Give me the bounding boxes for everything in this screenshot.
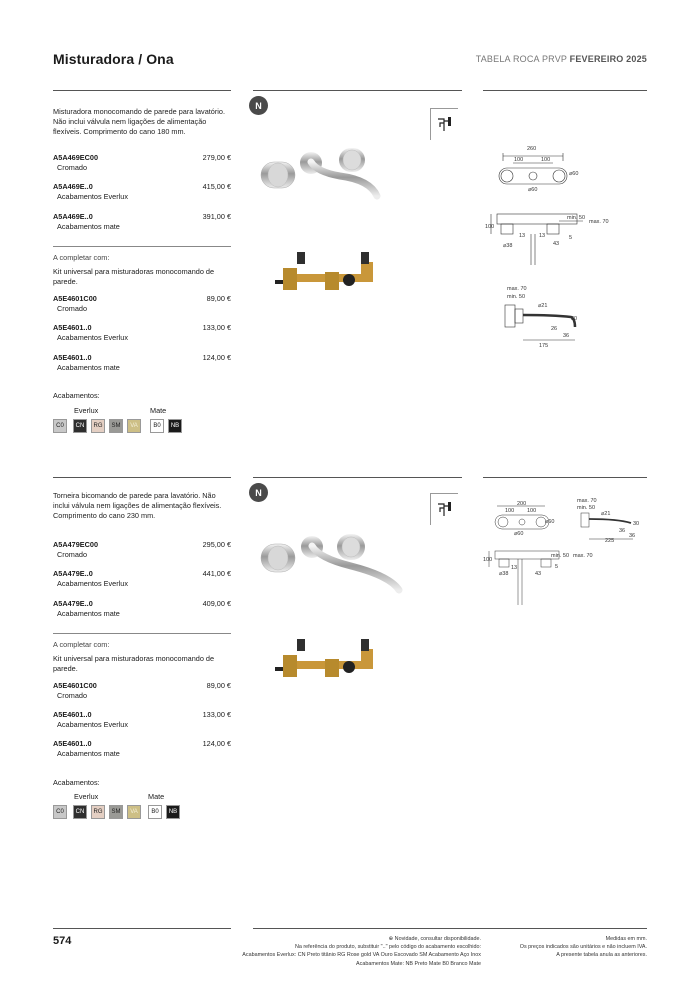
product-finish: Acabamentos Everlux <box>57 720 128 729</box>
finish-swatch: C0 <box>53 419 67 433</box>
product-finish: Acabamentos mate <box>57 222 120 231</box>
dim-label: 200 <box>517 501 527 507</box>
finish-swatch: SM <box>109 419 123 433</box>
finish-swatch: RG <box>91 805 105 819</box>
product-code: A5A469E..0 <box>53 212 93 221</box>
dim-label: 43 <box>535 571 542 577</box>
dim-label: min. 50 <box>567 215 586 221</box>
product-code: A5A479EC00 <box>53 540 99 549</box>
product-finish: Acabamentos mate <box>57 363 120 372</box>
dim-label: 225 <box>605 538 615 544</box>
footer-legal <box>520 935 647 960</box>
divider <box>53 633 231 634</box>
product-price: 391,00 € <box>202 212 231 221</box>
product-price: 124,00 € <box>202 739 231 748</box>
dim-label: 30 <box>633 521 640 527</box>
product-finish: Cromado <box>57 550 88 559</box>
dim-label: 13 <box>539 233 546 239</box>
product-code: A5E4601C00 <box>53 681 97 690</box>
rule <box>483 90 647 91</box>
finish-group-mate: Mate <box>150 406 167 415</box>
finish-swatch: SM <box>109 805 123 819</box>
rule <box>253 477 462 478</box>
dim-label: 26 <box>551 326 558 332</box>
wall-faucet-type-icon <box>430 493 458 525</box>
dim-label: 100 <box>483 557 493 563</box>
product-finish: Cromado <box>57 304 88 313</box>
dim-label: max. 70 <box>507 286 527 292</box>
dim-label: 30 <box>571 316 578 322</box>
dim-label: max. 70 <box>577 498 597 504</box>
catalog-header <box>476 54 647 64</box>
dim-label: ⌀60 <box>569 171 579 177</box>
product-price: 295,00 € <box>202 540 231 549</box>
footer-note-reference: Na referência do produto, substituir ".." pelo código do acabamento escolhido: <box>294 944 481 951</box>
product-row <box>53 212 231 232</box>
product-image-faucet <box>255 140 385 200</box>
product-price: 279,00 € <box>202 153 231 162</box>
dim-label: 5 <box>569 235 573 241</box>
footer-prices-note: Os preços indicados são unitários e não incluem IVA. <box>519 944 647 951</box>
dim-label: 175 <box>539 343 549 349</box>
dim-label: 43 <box>553 241 560 247</box>
page-title: Misturadora / Ona <box>53 51 174 67</box>
complement-label: A completar com: <box>53 253 110 262</box>
kit-description: Kit universal para misturadoras monocomando de parede. <box>53 654 215 673</box>
product-code: A5E4601..0 <box>53 353 92 362</box>
footer-note-mate: Acabamentos Mate: NB Preto Mate B0 Branco Mate <box>356 960 481 967</box>
footer-notes <box>242 935 481 968</box>
product-code: A5E4601..0 <box>53 739 92 748</box>
dim-label: 100 <box>485 224 495 230</box>
dim-label: min. 50 <box>577 505 596 511</box>
kit-row <box>53 323 231 343</box>
product-finish: Acabamentos Everlux <box>57 333 128 342</box>
page-number: 574 <box>53 935 72 947</box>
rule <box>53 477 231 478</box>
dim-label: 100 <box>541 157 551 163</box>
product-row <box>53 182 231 202</box>
dim-label: ⌀60 <box>514 531 524 537</box>
product-row <box>53 599 231 619</box>
product-finish: Cromado <box>57 163 88 172</box>
product-row <box>53 540 231 560</box>
product-code: A5A469EC00 <box>53 153 99 162</box>
finish-swatch: NB <box>168 419 182 433</box>
technical-drawing <box>483 135 647 355</box>
product-image-faucet <box>255 530 405 595</box>
finishes-label: Acabamentos: <box>53 391 100 400</box>
product-code: A5A479E..0 <box>53 599 93 608</box>
product-finish: Acabamentos mate <box>57 609 120 618</box>
kit-row <box>53 353 231 373</box>
finish-swatch: VA <box>127 419 141 433</box>
kit-row <box>53 294 231 314</box>
catalog-name: TABELA ROCA PRVP <box>475 54 567 64</box>
product-code: A5A469E..0 <box>53 182 93 191</box>
dim-label: ⌀60 <box>545 519 555 525</box>
kit-row <box>53 739 231 759</box>
finish-swatch: CN <box>73 805 87 819</box>
dim-label: ⌀21 <box>538 303 548 309</box>
product-finish: Cromado <box>57 691 88 700</box>
rule <box>483 477 647 478</box>
rule <box>53 928 231 929</box>
dim-label: 100 <box>505 508 515 514</box>
finish-swatch: RG <box>91 419 105 433</box>
product-description: Torneira bicomando de parede para lavatório. Não inclui válvula nem ligações de alimentação flexíveis. Comprimento do cano 230 mm. <box>53 491 222 520</box>
dim-label: 260 <box>527 146 537 152</box>
product-price: 415,00 € <box>202 182 231 191</box>
finishes-label: Acabamentos: <box>53 778 100 787</box>
dim-label: ⌀38 <box>503 243 513 249</box>
finish-group-everlux: Everlux <box>74 406 99 415</box>
footer-units: Medidas em mm. <box>605 936 647 942</box>
finish-swatch: B0 <box>150 419 164 433</box>
divider <box>53 246 231 247</box>
dim-label: 13 <box>519 233 526 239</box>
product-description: Misturadora monocomando de parede para lavatório. Não inclui válvula nem ligações de alimentação flexíveis. Comprimento do cano 180 mm. <box>53 107 225 136</box>
finish-swatch: C0 <box>53 805 67 819</box>
catalog-edition: FEVEREIRO 2025 <box>569 54 647 64</box>
dim-label: min. 50 <box>507 294 526 300</box>
product-price: 409,00 € <box>202 599 231 608</box>
product-finish: Acabamentos mate <box>57 749 120 758</box>
dim-label: min. 50 <box>551 553 570 559</box>
kit-row <box>53 710 231 730</box>
footer-note-everlux: Acabamentos Everlux: CN Preto titânio RG Rose gold VA Ouro Escovado SM Acabamento Aço Inox <box>242 952 481 959</box>
dim-label: 100 <box>527 508 537 514</box>
rule <box>53 90 231 91</box>
product-price: 133,00 € <box>202 710 231 719</box>
product-price: 89,00 € <box>206 294 231 303</box>
dim-label: 36 <box>563 333 570 339</box>
product-finish: Acabamentos Everlux <box>57 579 128 588</box>
product-finish: Acabamentos Everlux <box>57 192 128 201</box>
rule <box>253 90 462 91</box>
finish-swatch: NB <box>166 805 180 819</box>
dim-label: max. 70 <box>589 219 609 225</box>
finish-swatch: CN <box>73 419 87 433</box>
dim-label: 13 <box>511 565 518 571</box>
footer-validity-note: A presente tabela anula as anteriores. <box>556 952 647 959</box>
dim-label: 36 <box>619 528 626 534</box>
product-price: 441,00 € <box>202 569 231 578</box>
technical-drawing <box>483 495 647 610</box>
dim-label: ⌀21 <box>601 511 611 517</box>
finish-group-everlux: Everlux <box>74 792 99 801</box>
product-image-rough-in-kit <box>275 250 385 300</box>
product-image-rough-in-kit <box>275 637 385 687</box>
new-badge: N <box>249 483 268 502</box>
product-code: A5E4601..0 <box>53 710 92 719</box>
complement-label: A completar com: <box>53 640 110 649</box>
product-code: A5E4601C00 <box>53 294 97 303</box>
product-price: 133,00 € <box>202 323 231 332</box>
rule <box>253 928 647 929</box>
product-row <box>53 153 231 173</box>
finish-swatch: VA <box>127 805 141 819</box>
product-row <box>53 569 231 589</box>
product-code: A5A479E..0 <box>53 569 93 578</box>
finish-group-mate: Mate <box>148 792 165 801</box>
dim-label: 5 <box>555 564 559 570</box>
dim-label: 36 <box>629 533 636 539</box>
product-price: 89,00 € <box>206 681 231 690</box>
dim-label: 100 <box>514 157 524 163</box>
product-code: A5E4601..0 <box>53 323 92 332</box>
product-price: 124,00 € <box>202 353 231 362</box>
footer-note-new: ⊕ Novidade, consultar disponibilidade. <box>388 936 481 942</box>
finish-swatch: B0 <box>148 805 162 819</box>
kit-description: Kit universal para misturadoras monocomando de parede. <box>53 267 215 286</box>
dim-label: ⌀60 <box>528 187 538 193</box>
dim-label: ⌀38 <box>499 571 509 577</box>
dim-label: max. 70 <box>573 553 593 559</box>
new-badge: N <box>249 96 268 115</box>
wall-faucet-type-icon <box>430 108 458 140</box>
kit-row <box>53 681 231 701</box>
